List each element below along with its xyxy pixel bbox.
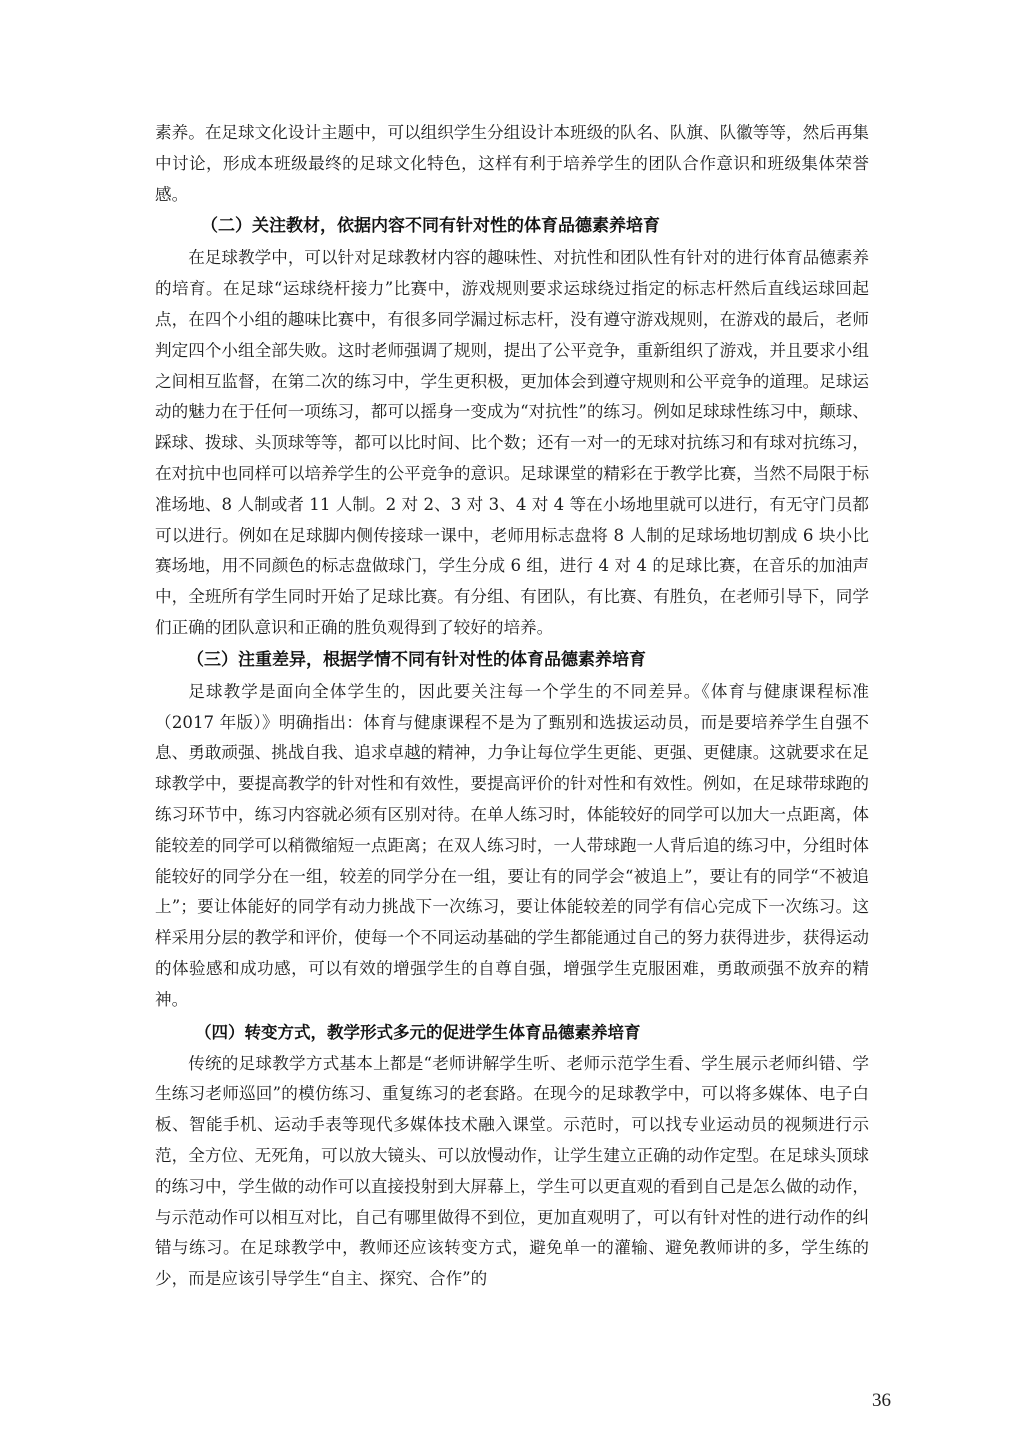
document-body [155, 118, 869, 1295]
paragraph-section-4: 传统的足球教学方式基本上都是“老师讲解学生听、老师示范学生看、学生展示老师纠错、学生练习老师巡回”的模仿练习、重复练习的老套路。在现今的足球教学中，可以将多媒体、电子白板、智能手机、运动手表等现代多媒体技术融入课堂。示范时，可以找专业运动员的视频进行示范，全方位、无死角，可以放大镜头、可以放慢动作，让学生建立正确的动作定型。在足球头顶球的练习中，学生做的动作可以直接投射到大屏幕上，学生可以更直观的看到自己是怎么做的动作，与示范动作可以相互对比，自己有哪里做得不到位，更加直观明了，可以有针对性的进行动作的纠错与练习。在足球教学中，教师还应该转变方式，避免单一的灌输、避免教师讲的多，学生练的少，而是应该引导学生“自主、探究、合作”的 [155, 1053, 869, 1289]
paragraph-section-3: 足球教学是面向全体学生的，因此要关注每一个学生的不同差异。《体育与健康课程标准（2017 年版）》明确指出：体育与健康课程不是为了甄别和选拔运动员，而是要培养学生自强不息、勇敢顽强、挑战自我、追求卓越的精神，力争让每位学生更能、更强、更健康。这就要求在足球教学中，要提高教学的针对性和有效性，要提高评价的针对性和有效性。例如，在足球带球跑的练习环节中，练习内容就必须有区别对待。在单人练习时，体能较好的同学可以加大一点距离，体能较差的同学可以稍微缩短一点距离；在双人练习时，一人带球跑一人背后追的练习中，分组时体能较好的同学分在一组，较差的同学分在一组，要让有的同学会“被追上”，要让有的同学“不被追上”；要让体能好的同学有动力挑战下一次练习，要让体能较差的同学有信心完成下一次练习。这样采用分层的教学和评价，使每一个不同运动基础的学生都能通过自己的努力获得进步，获得运动的体验感和成功感，可以有效的增强学生的自尊自强，增强学生克服困难，勇敢顽强不放弃的精神。 [155, 681, 869, 1009]
section-heading-2: （二）关注教材，依据内容不同有针对性的体育品德素养培育 [201, 216, 660, 237]
paragraph-section-2: 在足球教学中，可以针对足球教材内容的趣味性、对抗性和团队性有针对的进行体育品德素养的培育。在足球“运球绕杆接力”比赛中，游戏规则要求运球绕过指定的标志杆然后直线运球回起点，在四个小组的趣味比赛中，有很多同学漏过标志杆，没有遵守游戏规则，在游戏的最后，老师判定四个小组全部失败。这时老师强调了规则，提出了公平竞争，重新组织了游戏，并且要求小组之间相互监督，在第二次的练习中，学生更积极，更加体会到遵守规则和公平竞争的道理。足球运动的魅力在于任何一项练习，都可以摇身一变成为“对抗性”的练习。例如足球球性练习中，颠球、踩球、拨球、头顶球等等，都可以比时间、比个数；还有一对一的无球对抗练习和有球对抗练习，在对抗中也同样可以培养学生的公平竞争的意识。足球课堂的精彩在于教学比赛，当然不局限于标准场地、8 人制或者 11 人制。2 对 2、3 对 3、4 对 4 等在小场地里就可以进行，有无守门员都可以进行。例如在足球脚内侧传接球一课中，老师用标志盘将 8 人制的足球场地切割成 6 块小比赛场地，用不同颜色的标志盘做球门，学生分成 6 组，进行 4 对 4 的足球比赛，在音乐的加油声中，全班所有学生同时开始了足球比赛。有分组、有团队，有比赛、有胜负，在老师引导下，同学们正确的团队意识和正确的胜负观得到了较好的培养。 [155, 248, 869, 637]
page-number: 36 [872, 1390, 891, 1411]
section-heading-3: （三）注重差异，根据学情不同有针对性的体育品德素养培育 [187, 649, 646, 670]
paragraph-continuation: 素养。在足球文化设计主题中，可以组织学生分组设计本班级的队名、队旗、队徽等等，然后再集中讨论，形成本班级最终的足球文化特色，这样有利于培养学生的团队合作意识和班级集体荣誉感。 [155, 123, 869, 204]
section-heading-4: （四）转变方式，教学形式多元的促进学生体育品德素养培育 [195, 1022, 641, 1042]
